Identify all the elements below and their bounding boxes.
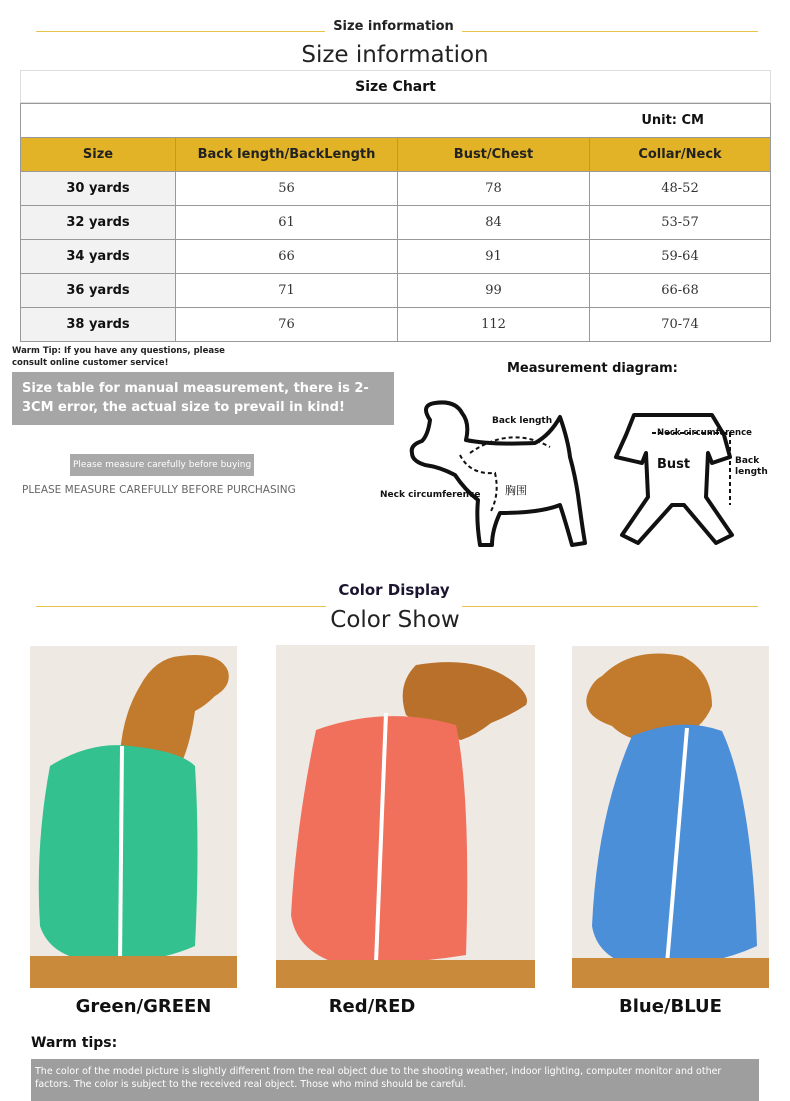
cell-size: 36 yards	[21, 274, 176, 308]
red-dog-photo	[276, 645, 535, 988]
diagram-back-length: Back length	[492, 416, 553, 426]
red-dog-illustration	[276, 645, 535, 988]
table-row	[21, 274, 771, 308]
shirt-diagram-icon	[612, 405, 742, 545]
size-big-title: Size information	[301, 42, 489, 68]
cell-size: 34 yards	[21, 240, 176, 274]
diagram-neck-circumference: Neck circumference	[380, 490, 481, 500]
cell-size: 32 yards	[21, 206, 176, 240]
cell-bust: 78	[398, 172, 590, 206]
cell-collar: 48-52	[590, 172, 771, 206]
caption-red: Red/RED	[328, 996, 416, 1017]
caption-blue: Blue/BLUE	[619, 996, 722, 1017]
diagram-neck-circumference-2: Neck circumference	[657, 428, 752, 438]
caption-green: Green/GREEN	[75, 996, 212, 1017]
cell-bust: 84	[398, 206, 590, 240]
col-header-collar: Collar/Neck	[590, 138, 771, 172]
cell-bust: 91	[398, 240, 590, 274]
table-row	[21, 206, 771, 240]
cell-back-length: 71	[176, 274, 398, 308]
size-table	[20, 103, 771, 342]
size-small-title: Size information	[333, 19, 454, 34]
table-row	[21, 172, 771, 206]
cell-back-length: 76	[176, 308, 398, 342]
cell-bust: 112	[398, 308, 590, 342]
warm-tip-text: Warm Tip: If you have any questions, please consult online customer service!	[12, 346, 225, 368]
unit-label: Unit: CM	[21, 104, 771, 138]
col-header-size: Size	[21, 138, 176, 172]
diagram-back-length-2: Back length	[735, 456, 768, 477]
header-rule-left	[36, 31, 325, 32]
header-rule-right	[462, 31, 758, 32]
cell-size: 30 yards	[21, 172, 176, 206]
diagram-title: Measurement diagram:	[507, 361, 678, 376]
table-row	[21, 240, 771, 274]
diagram-bust: Bust	[657, 457, 691, 472]
cell-collar: 70-74	[590, 308, 771, 342]
col-header-bust: Bust/Chest	[398, 138, 590, 172]
diagram-chest-cn: 胸围	[505, 484, 527, 497]
blue-dog-photo	[572, 646, 769, 988]
warm-tips-text: The color of the model picture is slightly different from the real object due to the shooting weather, indoor lighting, computer monitor and other factors. The color is subject to the received real object. Those who mind should be careful.	[31, 1059, 759, 1101]
warm-tips-title: Warm tips:	[31, 1035, 118, 1051]
cell-size: 38 yards	[21, 308, 176, 342]
size-chart-title: Size Chart	[20, 70, 771, 103]
color-small-title: Color Display	[338, 581, 450, 599]
cell-collar: 59-64	[590, 240, 771, 274]
color-big-title: Color Show	[330, 607, 460, 633]
cell-back-length: 56	[176, 172, 398, 206]
green-dog-photo	[30, 646, 237, 988]
cell-collar: 53-57	[590, 206, 771, 240]
cell-back-length: 61	[176, 206, 398, 240]
table-row	[21, 308, 771, 342]
measure-caps-text: PLEASE MEASURE CAREFULLY BEFORE PURCHASING	[22, 484, 296, 496]
col-header-back-length: Back length/BackLength	[176, 138, 398, 172]
green-dog-illustration	[30, 646, 237, 988]
cell-bust: 99	[398, 274, 590, 308]
measure-bar: Please measure carefully before buying	[70, 454, 254, 476]
cell-collar: 66-68	[590, 274, 771, 308]
cell-back-length: 66	[176, 240, 398, 274]
error-note: Size table for manual measurement, there is 2-3CM error, the actual size to prevail in kind!	[12, 372, 394, 425]
blue-dog-illustration	[572, 646, 769, 988]
